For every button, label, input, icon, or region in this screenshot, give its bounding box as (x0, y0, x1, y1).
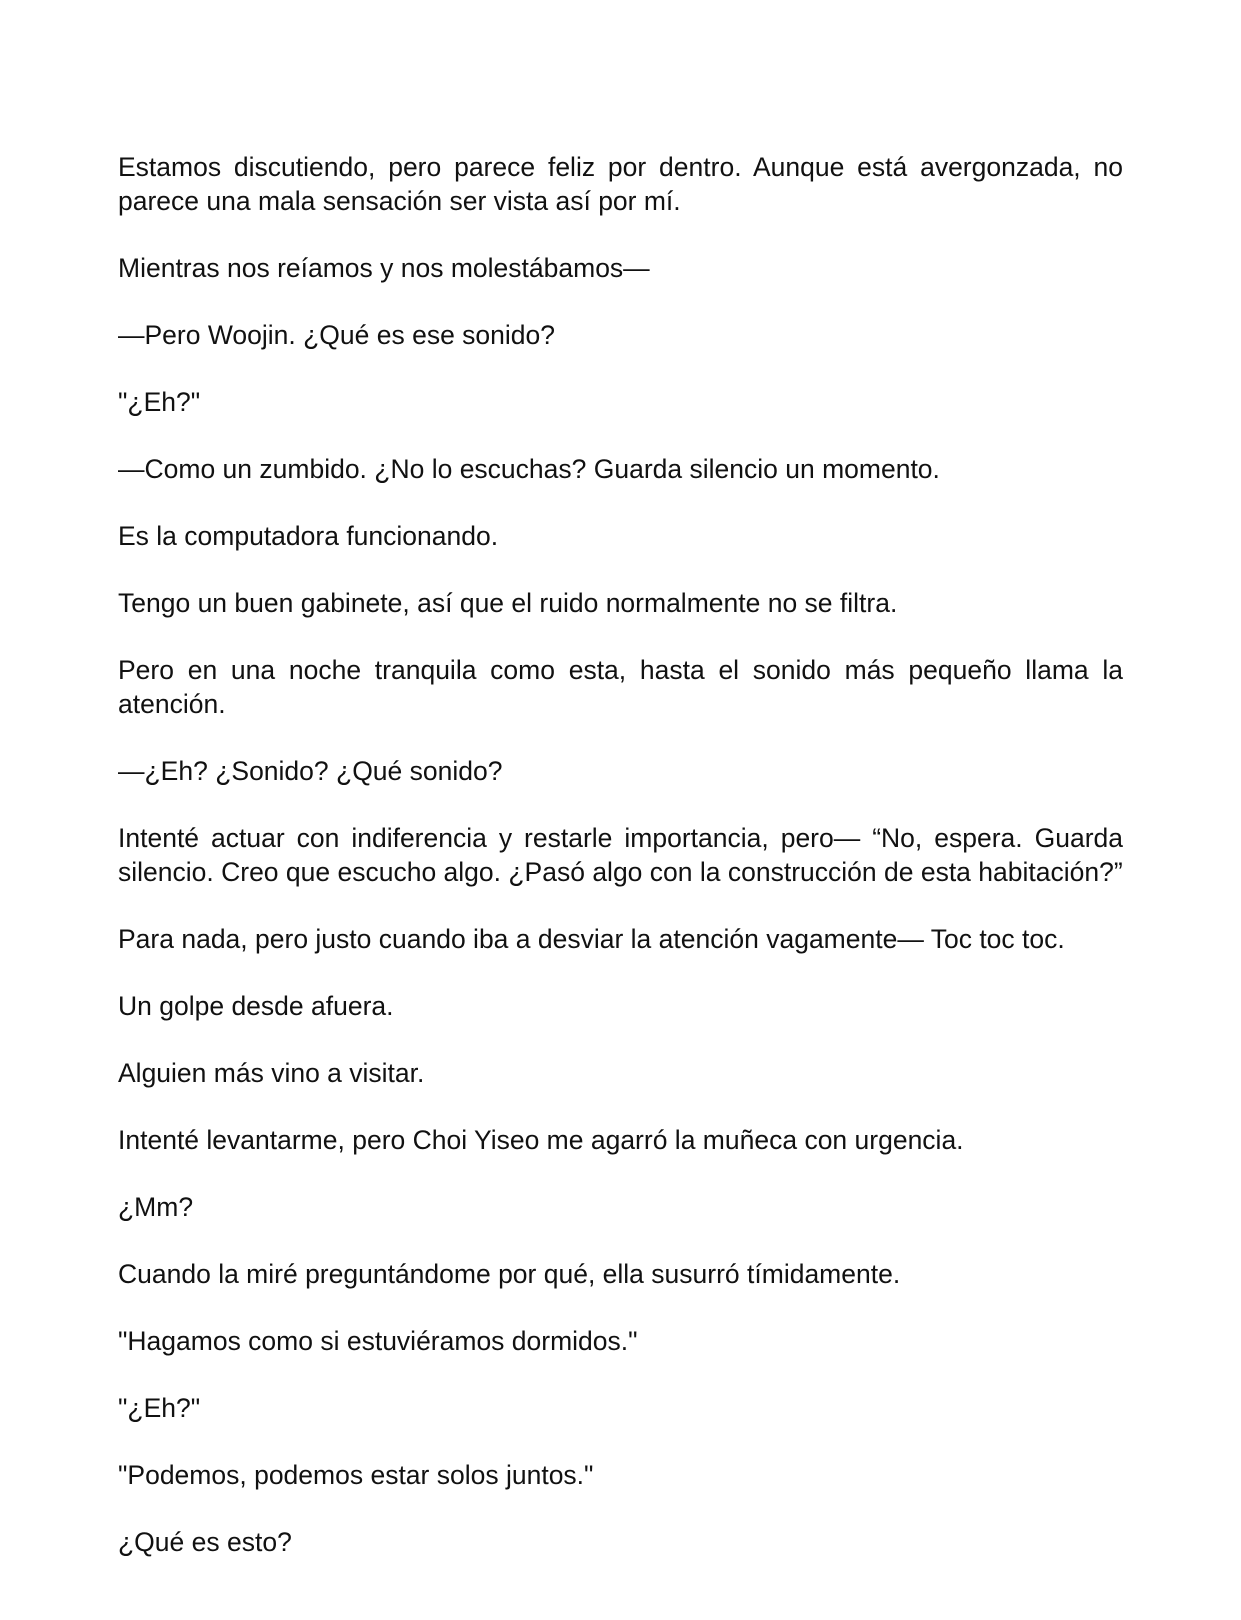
paragraph: Es la computadora funcionando. (118, 521, 499, 551)
paragraph: Cuando la miré preguntándome por qué, ella susurró tímidamente. (118, 1259, 901, 1289)
paragraph: —Pero Woojin. ¿Qué es ese sonido? (118, 320, 555, 350)
paragraph: Un golpe desde afuera. (118, 991, 394, 1021)
paragraph: Para nada, pero justo cuando iba a desviar la atención vagamente— Toc toc toc. (118, 924, 1065, 954)
paragraph: "¿Eh?" (118, 1393, 201, 1423)
paragraph: Intenté levantarme, pero Choi Yiseo me agarró la muñeca con urgencia. (118, 1125, 964, 1155)
paragraph: Mientras nos reíamos y nos molestábamos— (118, 253, 650, 283)
paragraph: —Como un zumbido. ¿No lo escuchas? Guarda silencio un momento. (118, 454, 940, 484)
paragraph: "Hagamos como si estuviéramos dormidos." (118, 1326, 638, 1356)
paragraph: —¿Eh? ¿Sonido? ¿Qué sonido? (118, 756, 503, 786)
paragraph: Estamos discutiendo, pero parece feliz por dentro. Aunque está avergonzada, no parece una mala sensación ser vista así por mí. (118, 152, 1123, 216)
paragraph: Tengo un buen gabinete, así que el ruido normalmente no se filtra. (118, 588, 898, 618)
paragraph: "¿Eh?" (118, 387, 201, 417)
paragraph: Intenté actuar con indiferencia y restarle importancia, pero— “No, espera. Guarda silencio. Creo que escucho algo. ¿Pasó algo con la construcción de esta habitación?” (118, 823, 1123, 887)
paragraph: ¿Qué es esto? (118, 1527, 292, 1557)
paragraph: "Podemos, podemos estar solos juntos." (118, 1460, 594, 1490)
paragraph: Alguien más vino a visitar. (118, 1058, 425, 1088)
document-body (118, 150, 1123, 1592)
paragraph: Pero en una noche tranquila como esta, hasta el sonido más pequeño llama la atención. (118, 655, 1123, 719)
paragraph: ¿Mm? (118, 1192, 194, 1222)
